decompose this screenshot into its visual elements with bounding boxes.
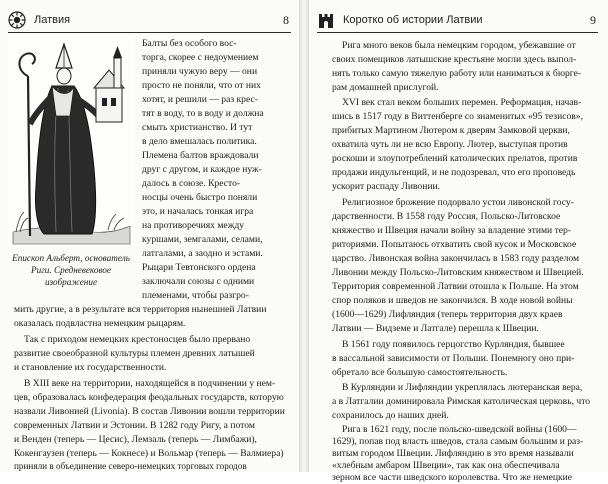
text-line: приняли чужую веру — они [142, 66, 258, 77]
text-line: а в Латгалии доминировала Римская католическая церковь, что [332, 396, 591, 407]
bishop-albert-illustration [8, 36, 133, 246]
text-line: мить другие, а в результате вся территория нынешней Латвии [14, 304, 267, 315]
text-line: заключали союзы с одними [142, 276, 255, 287]
text-line: друг с другом, и каждое нуж- [142, 164, 262, 175]
text-line: в вассальной зависимости от Польши. Понемногу оно при- [332, 353, 575, 364]
text-line: оказалась подвластна немецким рыцарям. [14, 318, 186, 329]
illustration-caption [4, 252, 138, 288]
right-page-title: Коротко об истории Латвии [343, 14, 483, 26]
text-line: шись в 1517 году в Виттенберге со знаменитых «95 тезисов», [332, 111, 584, 122]
text-line: Рига в 1621 году, после польско-шведской войны (1600— [342, 424, 577, 435]
text-line: нять только самую тяжелую работу или наниматься к бюрге- [332, 68, 582, 79]
text-line: витым городом Швеции. Лифляндию в это время называли [332, 448, 574, 459]
right-page-number: 9 [590, 13, 596, 27]
text-line: В 1561 году появилось герцогство Курляндия, бывшее [342, 339, 565, 350]
text-line: роскоши и злоупотреблений католических прелатов, против [332, 153, 578, 164]
text-line: царство. Ливонская война закончилась в 1583 году разделом [332, 253, 580, 264]
text-line: Территория современной Латвии отошла к Польше. На этом [332, 281, 579, 292]
text-line: сохранилось до наших дней. [332, 410, 449, 421]
text-line: носцы очень быстро поняли [142, 192, 258, 203]
text-line: дарственности. В 1558 году Россия, Польско-Литовское [332, 211, 561, 222]
text-line: цев, образовалась конфедерация феодальных государств, которую [14, 392, 284, 403]
text-line: Рыцари Тевтонского ордена [142, 262, 256, 273]
right-page-header [317, 10, 598, 33]
text-line: продажи индульгенций, и не подозревал, что его проповедь [332, 167, 576, 178]
text-line: на противоречиях между [142, 220, 244, 231]
text-line: хотят, и решили — раз крес- [142, 94, 258, 105]
text-line: обретало все большую самостоятельность. [332, 367, 508, 378]
text-line: Рига много веков была немецким городом, убежавшие от [342, 40, 576, 51]
text-line: Так с приходом немецких крестоносцев было прервано [24, 334, 251, 345]
text-line: зерном все части шведского королевства. Что же немецкие [332, 472, 573, 483]
caption-line: Епископ Альберт, основатель [12, 253, 130, 263]
text-line: спор поляков и шведов не закончился. В ходе новой войны [332, 295, 573, 306]
caption-line: Риги. Средневековое изображение [31, 265, 111, 287]
text-line: «хлебным амбаром Швеции», так как она обеспечивала [332, 460, 560, 471]
text-line: куршами, земгалами, селами, [142, 234, 263, 245]
left-page-header [8, 10, 291, 33]
text-line: рам домашней прислугой. [332, 82, 439, 93]
text-line: племенами, чтобы разгро- [142, 290, 249, 301]
text-line: просто не поняли, что от них [142, 80, 261, 91]
text-line: Балты без особого вос- [142, 38, 237, 49]
text-line: своих помещиков латышские крестьяне могли здесь выпол- [332, 54, 577, 65]
text-line: прибитых Мартином Лютером к дверям Замковой церкви, [332, 125, 570, 136]
sun-icon [8, 11, 26, 29]
text-line: В XIII веке на территории, находящейся в подчинении у нем- [24, 378, 276, 389]
text-line: назвали Ливонией (Livonia). В состав Ливонии вошли территории [14, 406, 285, 417]
text-line: Племена балтов враждовали [142, 150, 259, 161]
text-line: развитие своеобразной культуры племен древних латышей [14, 348, 255, 359]
text-line: Ливонии между Польско-Литовским княжеством и Швецией. [332, 267, 584, 278]
left-page-title: Латвия [34, 14, 71, 26]
text-line: риториями. Попытаюсь отхватить свой кусок и Московское [332, 239, 577, 250]
text-line: и становление их государственности. [14, 362, 167, 373]
text-line: в дело вмешалась политика. [142, 136, 257, 147]
text-line: Кокенгаузен (теперь — Кокнесе) и Вольмар (теперь — Валмиера) [14, 448, 284, 459]
text-line: В Курляндии и Лифляндии укреплялась лютеранская вера, [342, 382, 583, 393]
text-line: Латвии — Видземе и Латгале) перешла к Швеции. [332, 323, 539, 334]
text-line: смыть христианство. И тут [142, 122, 253, 133]
left-page-number: 8 [283, 13, 289, 27]
text-line: тят в воду, то в воду и должна [142, 108, 264, 119]
text-line: княжество и Швеция начали войну за владение этими тер- [332, 225, 572, 236]
text-line: 1629), попав под власть шведов, стала самым большим и раз- [332, 436, 584, 447]
book-gutter [299, 0, 309, 472]
text-line: приняли в объединение северо-немецких торговых городов [14, 461, 247, 471]
left-page [0, 0, 299, 472]
text-line: XVI век стал веком больших перемен. Реформация, начав- [342, 97, 582, 108]
text-line: и Венден (теперь — Цесис), Лемзаль (теперь — Лимбажи), [14, 434, 257, 445]
text-line: современных Латвии и Эстонии. В 1282 году Ригу, а потом [14, 420, 255, 431]
text-line: (1600—1629) Лифляндия (теперь территория двух краев [332, 309, 563, 320]
right-page [309, 0, 608, 483]
text-line: торга, скорее с недоумением [142, 52, 259, 63]
text-line: это, и началась тонкая игра [142, 206, 254, 217]
text-line: далось в союзе. Кресто- [142, 178, 241, 189]
text-line: латгалами, а заодно и эстами. [142, 248, 263, 259]
text-line: охватила чуть ли не всю Европу. Лютер, выступая против [332, 139, 568, 150]
text-line: ускорит распаду Ливонии. [332, 181, 441, 192]
castle-icon [317, 11, 335, 29]
text-line: Религиозное брожение подорвало устои ливонской госу- [342, 197, 574, 208]
